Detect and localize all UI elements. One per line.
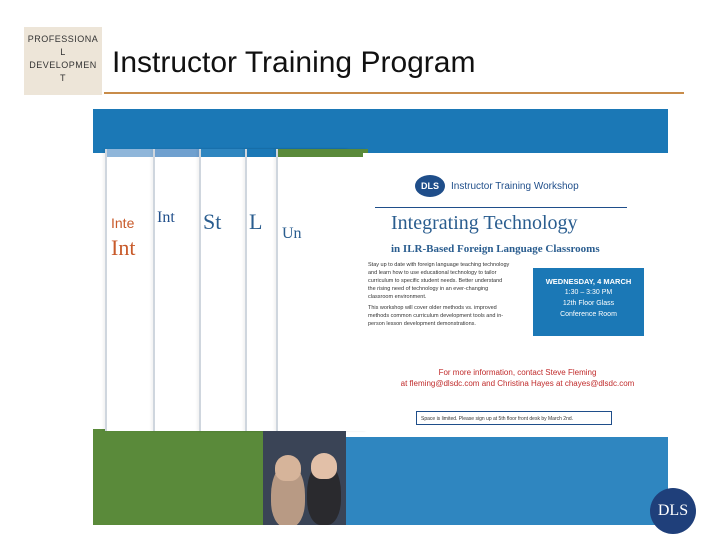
badge-line-1: PROFESSIONA	[27, 34, 99, 44]
event-place-line-2: Conference Room	[560, 311, 617, 318]
professional-development-badge	[24, 27, 102, 95]
instructor-2-face	[311, 453, 337, 479]
dls-logo-icon: DLS	[415, 175, 445, 197]
contact-info	[375, 367, 660, 389]
bg-flyer-heading: L	[249, 209, 263, 234]
dls-corner-logo-icon: DLS	[650, 488, 696, 534]
flyer-title: Integrating Technology	[391, 212, 578, 234]
workshop-label: Instructor Training Workshop	[451, 181, 579, 192]
contact-info-line-2: at fleming@dlsdc.com and Christina Hayes at chayes@dlsdc.com	[400, 379, 635, 388]
slide-title: Instructor Training Program	[112, 46, 476, 79]
event-place-line-1: 12th Floor Glass	[562, 300, 615, 307]
bottom-blue-band	[343, 437, 668, 525]
instructor-photo	[263, 431, 346, 525]
flyer-description-paragraph-2: This workshop will cover older methods vs. improved methods common curriculum development tools and in-person lesson development demonstrations.	[368, 305, 504, 327]
event-time: 1:30 – 3:30 PM	[564, 289, 613, 296]
flyer-subtitle: in ILR-Based Foreign Language Classrooms	[391, 243, 600, 255]
flyer-divider	[375, 207, 627, 208]
bg-flyer-heading: Int	[157, 209, 175, 226]
instructor-1-face	[275, 455, 301, 481]
contact-info-line-1: For more information, contact Steve Fleming	[438, 368, 597, 377]
event-details-box	[533, 268, 644, 336]
title-underline	[104, 92, 684, 94]
top-blue-band	[93, 109, 668, 153]
bg-flyer-heading: Inte	[111, 215, 135, 231]
flyer-collage-image	[93, 109, 668, 525]
event-date: WEDNESDAY, 4 MARCH	[545, 277, 632, 286]
bg-flyer-heading: Un	[282, 225, 302, 242]
flyer-description-paragraph-1: Stay up to date with foreign language teaching technology and learn how to use educational technology to tailor curriculum to specific student needs. Better understand the rising need of technology in an ever-changing classroom environment.	[368, 262, 510, 300]
background-flyer-5	[276, 149, 368, 431]
badge-line-4: T	[60, 73, 66, 83]
badge-line-3: DEVELOPMEN	[29, 60, 97, 70]
signup-note: Space is limited. Please sign up at 5th floor front desk by March 2nd.	[416, 411, 612, 425]
badge-line-2: L	[60, 47, 66, 57]
bg-flyer-heading-large: Int	[111, 235, 136, 260]
bg-flyer-heading: St	[203, 209, 222, 234]
flyer-description	[368, 261, 510, 328]
